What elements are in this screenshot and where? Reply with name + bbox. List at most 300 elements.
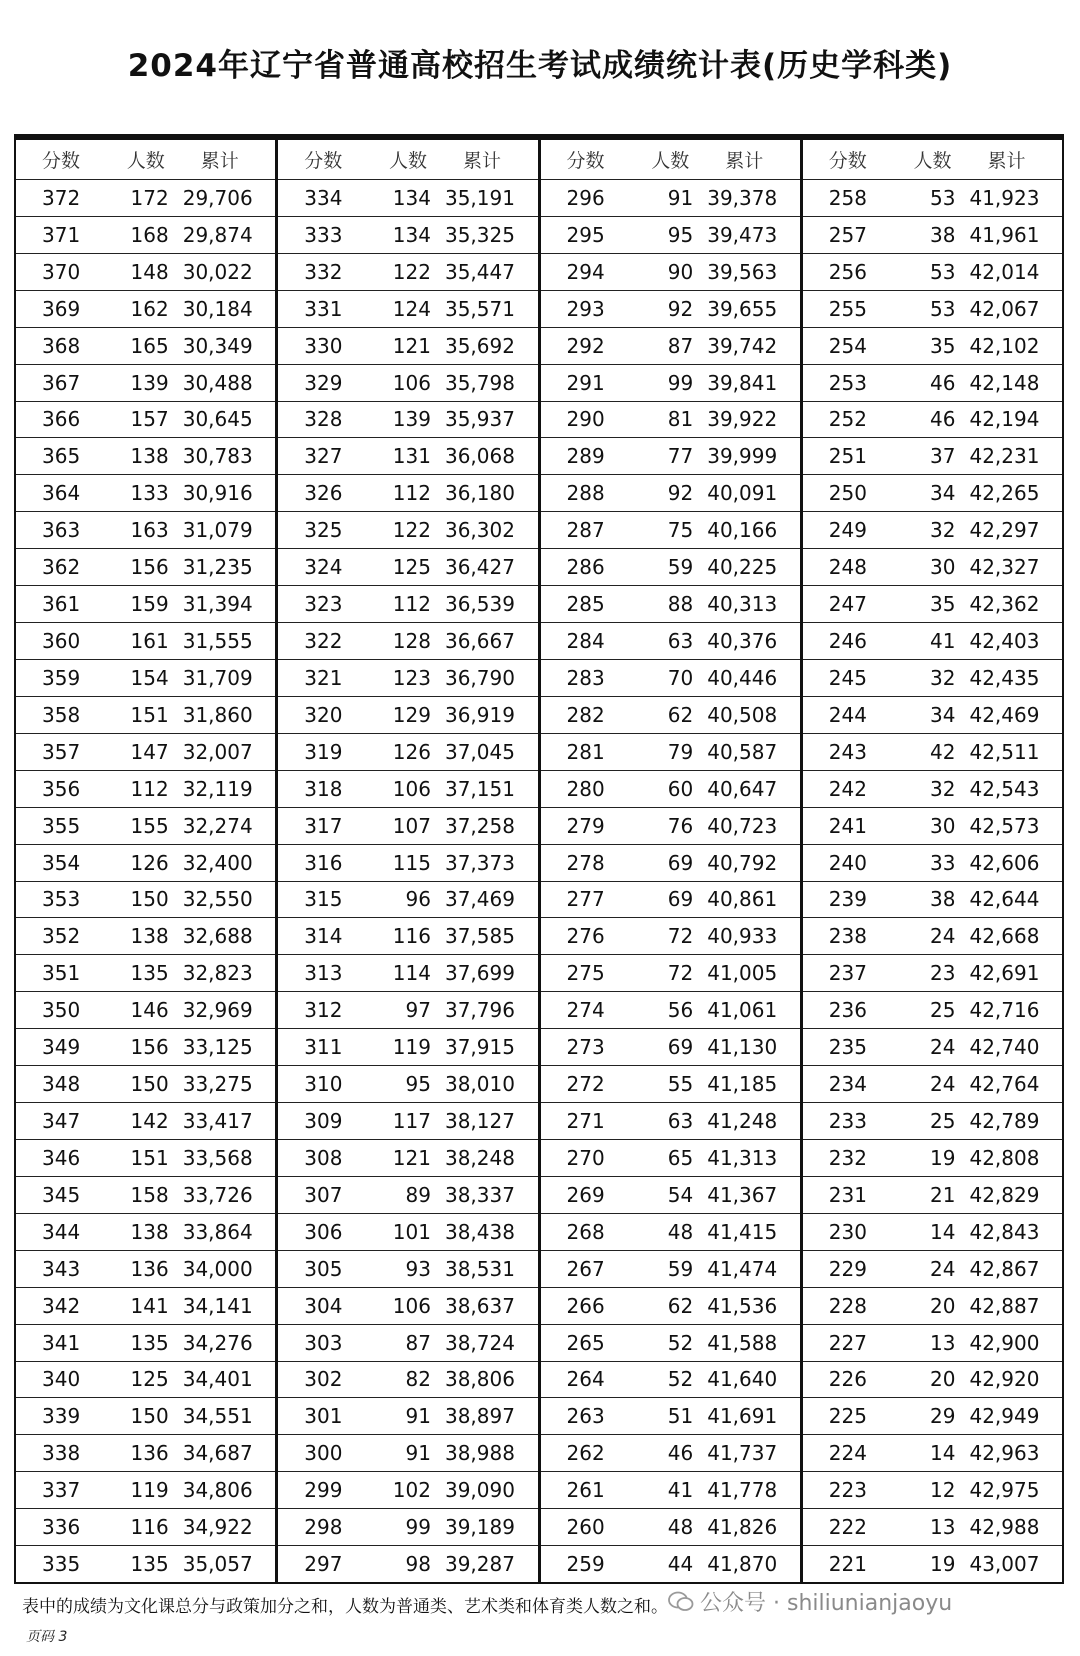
count-cell: 91 [405,1441,431,1466]
score-cell: 321 [304,665,343,690]
count-cell: 79 [667,739,694,764]
table-row [16,1177,275,1214]
score-cell: 288 [566,481,605,506]
cumulative-cell: 38,248 [444,1145,515,1170]
table-row [541,918,800,955]
table-row [541,291,800,328]
score-cell: 350 [42,998,81,1023]
cumulative-cell: 39,378 [707,185,778,210]
score-cell: 303 [304,1330,343,1355]
table-row [16,438,275,475]
table-row [278,771,537,808]
table-row [16,549,275,586]
score-cell: 340 [42,1367,81,1392]
table-row [16,254,275,291]
score-cell: 310 [304,1072,343,1097]
score-cell: 319 [304,739,343,764]
header-score: 分数 [566,150,605,172]
cumulative-cell: 41,691 [707,1404,778,1429]
count-cell: 138 [130,1219,169,1244]
score-cell: 363 [42,518,81,543]
count-cell: 52 [667,1330,694,1355]
cumulative-cell: 41,640 [707,1367,778,1392]
score-cell: 366 [42,407,81,432]
count-cell: 119 [392,1035,431,1060]
cumulative-cell: 42,789 [969,1109,1040,1133]
cumulative-cell: 29,874 [182,222,253,247]
score-cell: 284 [566,629,605,654]
table-row [541,882,800,919]
count-cell: 25 [930,998,956,1023]
table-row [803,586,1062,623]
score-cell: 334 [304,185,343,210]
cumulative-cell: 33,864 [182,1219,253,1244]
count-cell: 62 [667,1293,694,1318]
cumulative-cell: 39,922 [707,407,778,432]
table-row [803,1398,1062,1435]
score-cell: 280 [566,776,605,801]
cumulative-cell: 38,806 [444,1367,515,1392]
header-score: 分数 [42,150,81,172]
cumulative-cell: 34,551 [182,1404,253,1429]
table-row [803,328,1062,365]
score-cell: 364 [42,481,81,506]
score-cell: 354 [42,850,81,875]
count-cell: 41 [667,1478,694,1503]
cumulative-cell: 41,415 [707,1219,778,1244]
count-cell: 59 [667,555,694,580]
cumulative-cell: 35,798 [444,370,515,395]
count-cell: 32 [930,665,956,690]
score-cell: 258 [828,185,867,210]
count-cell: 139 [392,407,431,432]
count-cell: 24 [930,1072,956,1097]
cumulative-cell: 39,473 [707,222,778,247]
table-row [278,1362,537,1399]
table-row [803,918,1062,955]
count-cell: 133 [130,481,169,506]
page-number: 页码 3 [26,1629,68,1645]
cumulative-cell: 31,394 [182,592,253,617]
cumulative-cell: 38,988 [444,1441,515,1466]
score-cell: 323 [304,592,343,617]
cumulative-cell: 41,313 [707,1145,778,1170]
score-cell: 253 [828,370,867,395]
count-cell: 131 [392,444,431,469]
table-row [541,1177,800,1214]
cumulative-cell: 36,539 [444,592,515,617]
score-cell: 368 [42,333,81,358]
cumulative-cell: 32,400 [182,850,253,875]
score-cell: 287 [566,518,605,543]
count-cell: 150 [130,1072,169,1097]
score-cell: 317 [304,813,343,838]
cumulative-cell: 37,796 [444,998,515,1023]
table-row [278,254,537,291]
count-cell: 147 [130,739,169,764]
table-column [16,140,278,1582]
count-cell: 123 [392,665,431,690]
cumulative-cell: 41,778 [707,1478,778,1503]
table-row [16,623,275,660]
cumulative-cell: 36,068 [444,444,515,469]
table-row [278,365,537,402]
cumulative-cell: 29,706 [182,185,253,210]
table-row [16,365,275,402]
count-cell: 59 [667,1256,694,1281]
score-cell: 370 [42,259,81,284]
count-cell: 146 [130,998,169,1023]
cumulative-cell: 42,148 [969,370,1040,395]
score-cell: 285 [566,592,605,617]
cumulative-cell: 42,511 [969,739,1040,764]
count-cell: 112 [130,776,169,801]
table-row [16,291,275,328]
table-row [16,1288,275,1325]
table-row [803,1546,1062,1582]
score-cell: 314 [304,924,343,949]
count-cell: 165 [130,333,169,358]
column-header [278,140,537,180]
cumulative-cell: 35,447 [444,259,515,284]
table-row [16,586,275,623]
cumulative-cell: 42,265 [969,481,1040,506]
score-cell: 240 [828,850,867,875]
count-cell: 156 [130,1035,169,1060]
score-cell: 312 [304,998,343,1023]
count-cell: 139 [130,370,169,395]
score-cell: 356 [42,776,81,801]
column-header [803,140,1062,180]
score-cell: 291 [566,370,605,395]
count-cell: 135 [130,1330,169,1355]
count-cell: 134 [392,185,431,210]
score-cell: 353 [42,887,81,912]
cumulative-cell: 36,180 [444,481,515,506]
cumulative-cell: 42,362 [969,592,1040,617]
count-cell: 92 [667,481,694,506]
cumulative-cell: 30,916 [182,481,253,506]
table-row [803,660,1062,697]
table-row [278,660,537,697]
cumulative-cell: 40,225 [707,555,778,580]
score-cell: 273 [566,1035,605,1060]
cumulative-cell: 42,014 [969,259,1040,284]
cumulative-cell: 42,740 [969,1035,1040,1060]
count-cell: 142 [130,1109,169,1133]
table-row [16,1029,275,1066]
score-cell: 358 [42,702,81,727]
count-cell: 151 [130,1145,169,1170]
score-cell: 223 [828,1478,867,1503]
score-cell: 227 [828,1330,867,1355]
score-cell: 257 [828,222,867,247]
header-cumulative: 累计 [462,150,501,172]
cumulative-cell: 36,919 [444,702,515,727]
table-row [278,586,537,623]
cumulative-cell: 40,508 [707,702,778,727]
table-row [541,992,800,1029]
count-cell: 89 [405,1182,431,1207]
count-cell: 13 [930,1330,956,1355]
table-row [278,217,537,254]
count-cell: 33 [930,850,956,875]
score-cell: 332 [304,259,343,284]
cumulative-cell: 42,949 [969,1404,1040,1429]
count-cell: 138 [130,444,169,469]
score-cell: 345 [42,1182,81,1207]
cumulative-cell: 33,417 [182,1109,253,1133]
count-cell: 161 [130,629,169,654]
score-cell: 254 [828,333,867,358]
table-row [278,328,537,365]
cumulative-cell: 38,724 [444,1330,515,1355]
score-cell: 244 [828,702,867,727]
table-row [541,1546,800,1582]
cumulative-cell: 42,067 [969,296,1040,321]
score-cell: 336 [42,1515,81,1540]
count-cell: 158 [130,1182,169,1207]
score-cell: 351 [42,961,81,986]
table-row [803,1288,1062,1325]
score-cell: 333 [304,222,343,247]
cumulative-cell: 39,999 [707,444,778,469]
cumulative-cell: 42,867 [969,1256,1040,1281]
cumulative-cell: 34,922 [182,1515,253,1540]
cumulative-cell: 37,469 [444,887,515,912]
count-cell: 162 [130,296,169,321]
score-cell: 367 [42,370,81,395]
table-row [803,180,1062,217]
table-row [541,328,800,365]
count-cell: 122 [392,259,431,284]
cumulative-cell: 42,297 [969,518,1040,543]
score-cell: 335 [42,1552,81,1577]
score-cell: 279 [566,813,605,838]
count-cell: 63 [667,1109,694,1133]
table-row [541,1435,800,1472]
header-score: 分数 [828,150,867,172]
table-row [803,1103,1062,1140]
score-cell: 296 [566,185,605,210]
table-row [278,1288,537,1325]
score-cell: 292 [566,333,605,358]
count-cell: 106 [392,1293,431,1318]
score-cell: 263 [566,1404,605,1429]
cumulative-cell: 31,709 [182,665,253,690]
count-cell: 156 [130,555,169,580]
cumulative-cell: 40,376 [707,629,778,654]
table-row [541,1066,800,1103]
cumulative-cell: 38,897 [444,1404,515,1429]
table-row [16,1435,275,1472]
count-cell: 124 [392,296,431,321]
count-cell: 155 [130,813,169,838]
count-cell: 56 [667,998,694,1023]
score-cell: 325 [304,518,343,543]
count-cell: 37 [930,444,956,469]
count-cell: 159 [130,592,169,617]
count-cell: 112 [392,481,431,506]
cumulative-cell: 35,191 [444,185,515,210]
count-cell: 125 [130,1367,169,1392]
count-cell: 53 [930,296,956,321]
cumulative-cell: 30,783 [182,444,253,469]
watermark-text: 公众号 · shiliunianjaoyu [700,1591,953,1616]
cumulative-cell: 39,189 [444,1515,515,1540]
count-cell: 96 [405,887,431,912]
count-cell: 25 [930,1109,956,1133]
count-cell: 42 [930,739,956,764]
score-cell: 357 [42,739,81,764]
count-cell: 34 [930,702,956,727]
score-cell: 235 [828,1035,867,1060]
count-cell: 88 [667,592,694,617]
count-cell: 52 [667,1367,694,1392]
count-cell: 138 [130,924,169,949]
cumulative-cell: 42,716 [969,998,1040,1023]
table-row [278,1472,537,1509]
cumulative-cell: 34,687 [182,1441,253,1466]
table-row [803,512,1062,549]
score-cell: 290 [566,407,605,432]
score-cell: 372 [42,185,81,210]
cumulative-cell: 34,000 [182,1256,253,1281]
header-cumulative: 累计 [725,150,764,172]
count-cell: 125 [392,555,431,580]
table-row [278,402,537,439]
cumulative-cell: 42,606 [969,850,1040,875]
count-cell: 121 [392,1145,431,1170]
table-row [16,734,275,771]
table-row [16,402,275,439]
cumulative-cell: 34,806 [182,1478,253,1503]
cumulative-cell: 41,185 [707,1072,778,1097]
cumulative-cell: 40,446 [707,665,778,690]
count-cell: 163 [130,518,169,543]
table-row [803,291,1062,328]
score-cell: 294 [566,259,605,284]
count-cell: 150 [130,1404,169,1429]
cumulative-cell: 33,568 [182,1145,253,1170]
table-column [803,140,1062,1582]
cumulative-cell: 38,337 [444,1182,515,1207]
table-row [541,1362,800,1399]
count-cell: 114 [392,961,431,986]
table-row [803,1362,1062,1399]
cumulative-cell: 41,961 [969,222,1040,247]
table-row [16,180,275,217]
cumulative-cell: 36,667 [444,629,515,654]
count-cell: 116 [130,1515,169,1540]
table-row [541,217,800,254]
count-cell: 102 [392,1478,431,1503]
count-cell: 55 [667,1072,694,1097]
cumulative-cell: 42,900 [969,1330,1040,1355]
header-count: 人数 [388,150,427,172]
score-cell: 246 [828,629,867,654]
table-row [803,734,1062,771]
table-row [278,291,537,328]
count-cell: 135 [130,961,169,986]
table-row [278,1546,537,1582]
table-row [803,365,1062,402]
table-row [16,512,275,549]
score-cell: 300 [304,1441,343,1466]
table-row [803,1140,1062,1177]
score-cell: 251 [828,444,867,469]
count-cell: 93 [405,1256,431,1281]
score-cell: 339 [42,1404,81,1429]
score-cell: 278 [566,850,605,875]
table-row [16,992,275,1029]
cumulative-cell: 32,274 [182,813,253,838]
table-row [541,1214,800,1251]
count-cell: 24 [930,1035,956,1060]
score-cell: 313 [304,961,343,986]
cumulative-cell: 31,079 [182,518,253,543]
cumulative-cell: 30,488 [182,370,253,395]
count-cell: 151 [130,702,169,727]
score-cell: 315 [304,887,343,912]
score-cell: 252 [828,407,867,432]
cumulative-cell: 34,276 [182,1330,253,1355]
table-row [541,438,800,475]
score-cell: 249 [828,518,867,543]
cumulative-cell: 40,792 [707,850,778,875]
score-cell: 250 [828,481,867,506]
count-cell: 129 [392,702,431,727]
table-row [16,1214,275,1251]
count-cell: 148 [130,259,169,284]
score-cell: 311 [304,1035,343,1060]
table-row [803,1472,1062,1509]
table-row [278,992,537,1029]
score-cell: 276 [566,924,605,949]
table-row [803,771,1062,808]
count-cell: 21 [930,1182,956,1207]
table-row [803,623,1062,660]
score-cell: 231 [828,1182,867,1207]
score-cell: 365 [42,444,81,469]
score-cell: 261 [566,1478,605,1503]
score-cell: 262 [566,1441,605,1466]
score-cell: 318 [304,776,343,801]
score-cell: 271 [566,1109,605,1133]
count-cell: 107 [392,813,431,838]
cumulative-cell: 37,373 [444,850,515,875]
count-cell: 126 [392,739,431,764]
table-column [278,140,540,1582]
score-cell: 228 [828,1293,867,1318]
table-row [541,365,800,402]
cumulative-cell: 37,699 [444,961,515,986]
score-cell: 328 [304,407,343,432]
table-row [541,623,800,660]
score-cell: 359 [42,665,81,690]
cumulative-cell: 40,166 [707,518,778,543]
count-cell: 87 [405,1330,431,1355]
cumulative-cell: 42,920 [969,1367,1040,1392]
table-row [16,771,275,808]
count-cell: 99 [405,1515,431,1540]
score-cell: 264 [566,1367,605,1392]
cumulative-cell: 42,435 [969,665,1040,690]
cumulative-cell: 37,915 [444,1035,515,1060]
table-row [278,918,537,955]
cumulative-cell: 42,102 [969,333,1040,358]
cumulative-cell: 34,141 [182,1293,253,1318]
